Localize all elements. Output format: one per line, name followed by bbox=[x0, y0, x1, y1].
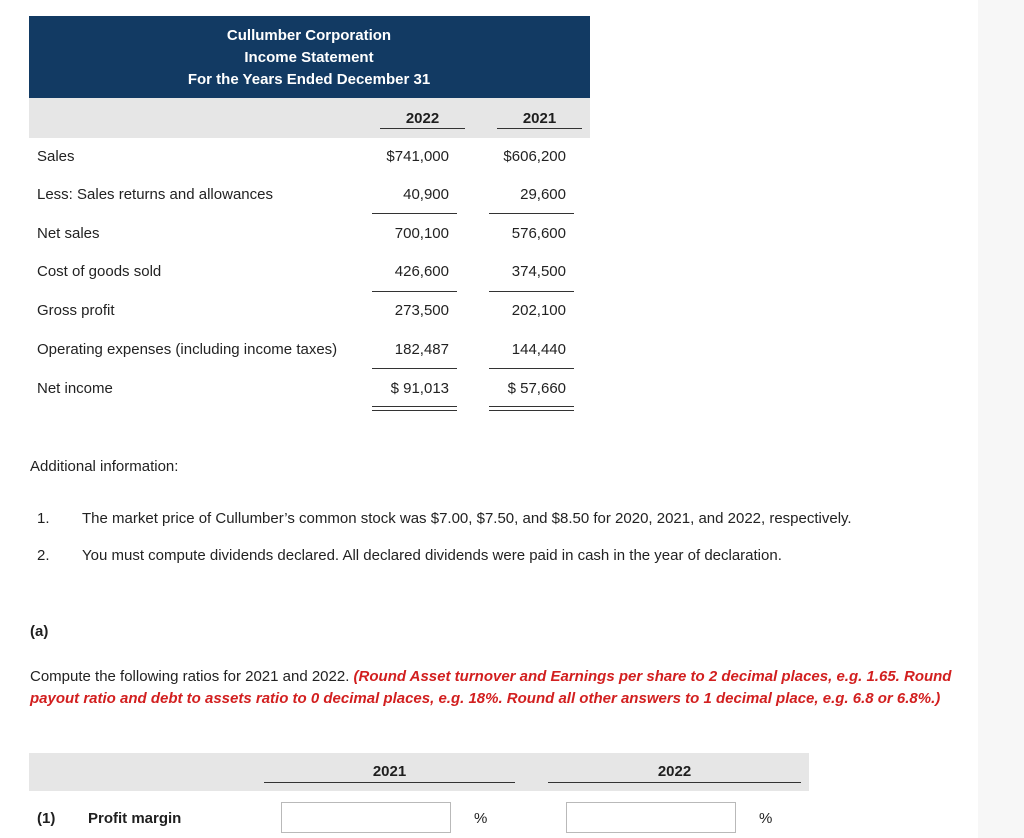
page-margin-strip bbox=[978, 0, 1024, 838]
info-item-text: The market price of Cullumber’s common stock was $7.00, $7.50, and $8.50 for 2020, 2021, and 2022, respectively. bbox=[82, 510, 852, 527]
row-label-net-income: Net income bbox=[37, 380, 113, 397]
column-header-2022: 2022 bbox=[405, 110, 440, 127]
net-income-2021: $ 57,660 bbox=[507, 380, 566, 397]
cogs-2021: 374,500 bbox=[511, 263, 566, 280]
statement-header bbox=[29, 16, 590, 98]
operating-expenses-2021: 144,440 bbox=[511, 341, 566, 358]
column-underline bbox=[548, 782, 801, 783]
statement-period: For the Years Ended December 31 bbox=[187, 71, 431, 88]
gross-profit-2022: 273,500 bbox=[394, 302, 449, 319]
double-underline bbox=[372, 410, 457, 411]
ratio-column-2022: 2022 bbox=[657, 763, 692, 780]
ratio-column-2021: 2021 bbox=[372, 763, 407, 780]
profit-margin-2021-input[interactable] bbox=[281, 802, 451, 833]
net-sales-2021: 576,600 bbox=[511, 225, 566, 242]
row-label-sales: Sales bbox=[37, 148, 75, 165]
net-income-2022: $ 91,013 bbox=[390, 380, 449, 397]
gross-profit-2021: 202,100 bbox=[511, 302, 566, 319]
info-item-text: You must compute dividends declared. All declared dividends were paid in cash in the year of declaration. bbox=[82, 547, 782, 564]
returns-2022: 40,900 bbox=[403, 186, 449, 203]
sales-2021: $606,200 bbox=[503, 148, 566, 165]
subtotal-line bbox=[372, 291, 457, 292]
operating-expenses-2022: 182,487 bbox=[394, 341, 449, 358]
sales-2022: $741,000 bbox=[386, 148, 449, 165]
ratio-label-profit-margin: Profit margin bbox=[88, 810, 182, 827]
additional-info-heading: Additional information: bbox=[30, 458, 179, 475]
column-underline bbox=[380, 128, 465, 129]
row-label-operating-expenses: Operating expenses (including income taxes) bbox=[37, 341, 338, 358]
subtotal-line bbox=[372, 213, 457, 214]
column-underline bbox=[497, 128, 582, 129]
percent-unit: % bbox=[759, 810, 773, 827]
subtotal-line bbox=[489, 368, 574, 369]
info-item-number: 2. bbox=[37, 547, 50, 564]
subtotal-line bbox=[372, 368, 457, 369]
profit-margin-2022-input[interactable] bbox=[566, 802, 736, 833]
statement-title: Income Statement bbox=[244, 49, 374, 66]
ratio-number: (1) bbox=[37, 810, 56, 827]
net-sales-2022: 700,100 bbox=[394, 225, 449, 242]
part-label: (a) bbox=[30, 623, 49, 640]
company-name: Cullumber Corporation bbox=[226, 27, 392, 44]
row-label-gross-profit: Gross profit bbox=[37, 302, 115, 319]
subtotal-line bbox=[489, 291, 574, 292]
cogs-2022: 426,600 bbox=[394, 263, 449, 280]
subtotal-line bbox=[489, 213, 574, 214]
double-underline bbox=[489, 406, 574, 407]
double-underline bbox=[489, 410, 574, 411]
double-underline bbox=[372, 406, 457, 407]
rounding-instructions: (Round Asset turnover and Earnings per share to 2 decimal places, e.g. 1.65. Round payout ratio and debt to assets ratio to 0 decimal places, e.g. 18%. Round all other answers to 1 decimal place, e.g. 6.8 or 6.8%.) bbox=[30, 668, 952, 707]
row-label-net-sales: Net sales bbox=[37, 225, 100, 242]
part-instructions bbox=[30, 666, 960, 710]
percent-unit: % bbox=[474, 810, 488, 827]
info-item-number: 1. bbox=[37, 510, 50, 527]
row-label-cogs: Cost of goods sold bbox=[37, 263, 162, 280]
returns-2021: 29,600 bbox=[520, 186, 566, 203]
instruction-text: Compute the following ratios for 2021 and 2022. bbox=[30, 668, 354, 685]
column-underline bbox=[264, 782, 515, 783]
row-label-returns: Less: Sales returns and allowances bbox=[37, 186, 273, 203]
column-header-2021: 2021 bbox=[522, 110, 557, 127]
